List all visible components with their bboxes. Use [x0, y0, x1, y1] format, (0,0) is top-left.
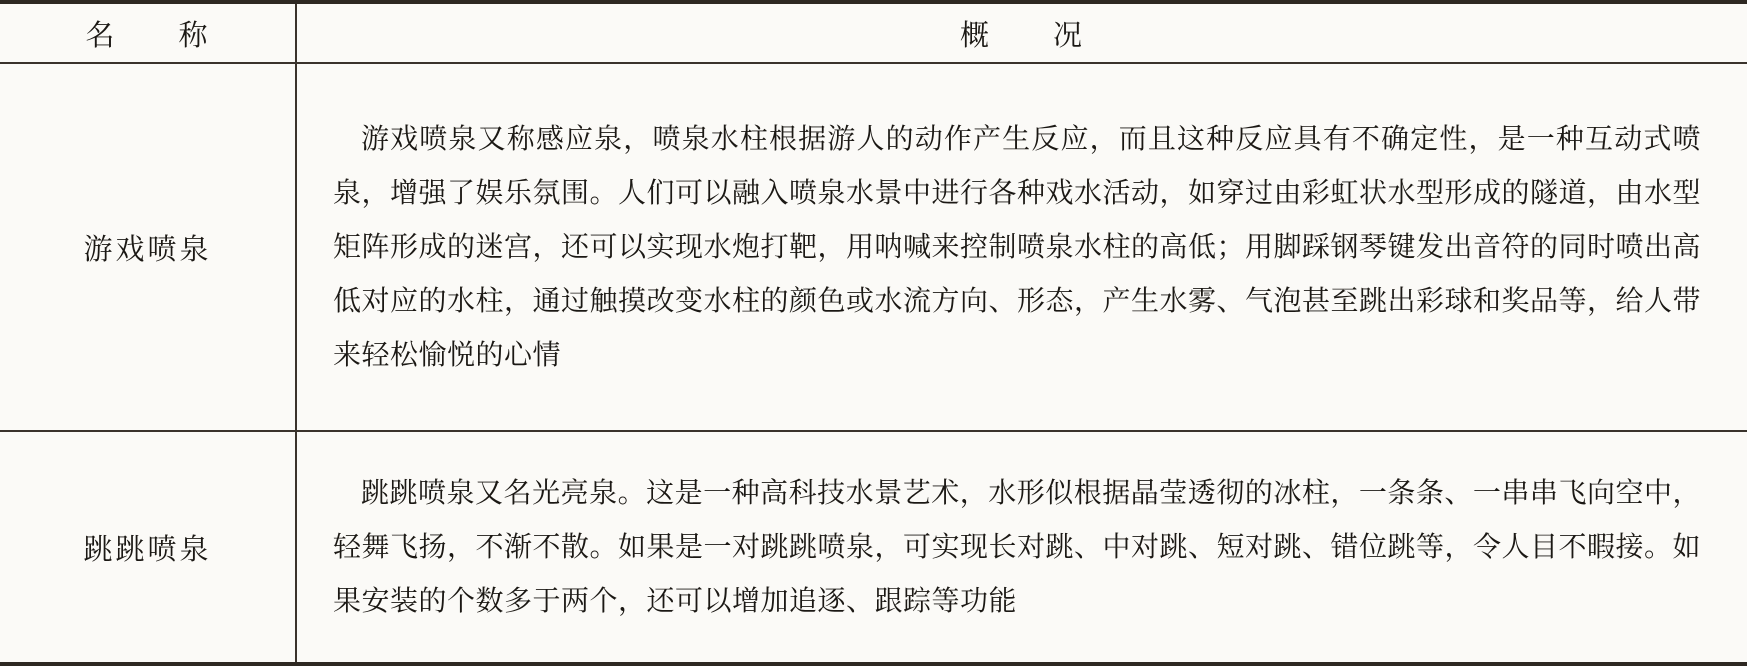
- row-name-jumping-fountain: 跳跳喷泉: [0, 432, 297, 662]
- table-row: [0, 432, 1747, 662]
- row-overview-cell: [297, 64, 1747, 430]
- row-overview-text: 跳跳喷泉又名光亮泉。这是一种高科技水景艺术，水形似根据晶莹透彻的冰柱，一条条、一串串飞向空中，轻舞飞扬，不渐不散。如果是一对跳跳喷泉，可实现长对跳、中对跳、短对跳、错位跳等，令人目不暇接。如果安装的个数多于两个，还可以增加追逐、跟踪等功能: [333, 476, 1702, 617]
- row-name-game-fountain: 游戏喷泉: [0, 64, 297, 430]
- column-header-overview: 概 况: [959, 17, 1084, 52]
- row-overview-cell: [297, 432, 1747, 662]
- row-overview-text: 游戏喷泉又称感应泉，喷泉水柱根据游人的动作产生反应，而且这种反应具有不确定性，是一种互动式喷泉，增强了娱乐氛围。人们可以融入喷泉水景中进行各种戏水活动，如穿过由彩虹状水型形成的隧道，由水型矩阵形成的迷宫，还可以实现水炮打靶，用呐喊来控制喷泉水柱的高低；用脚踩钢琴键发出音符的同时喷出高低对应的水柱，通过触摸改变水柱的颜色或水流方向、形态，产生水雾、气泡甚至跳出彩球和奖品等，给人带来轻松愉悦的心情: [333, 122, 1702, 371]
- column-header-name: 名 称: [0, 4, 297, 62]
- table-header-row: [0, 4, 1747, 64]
- table-row: [0, 64, 1747, 432]
